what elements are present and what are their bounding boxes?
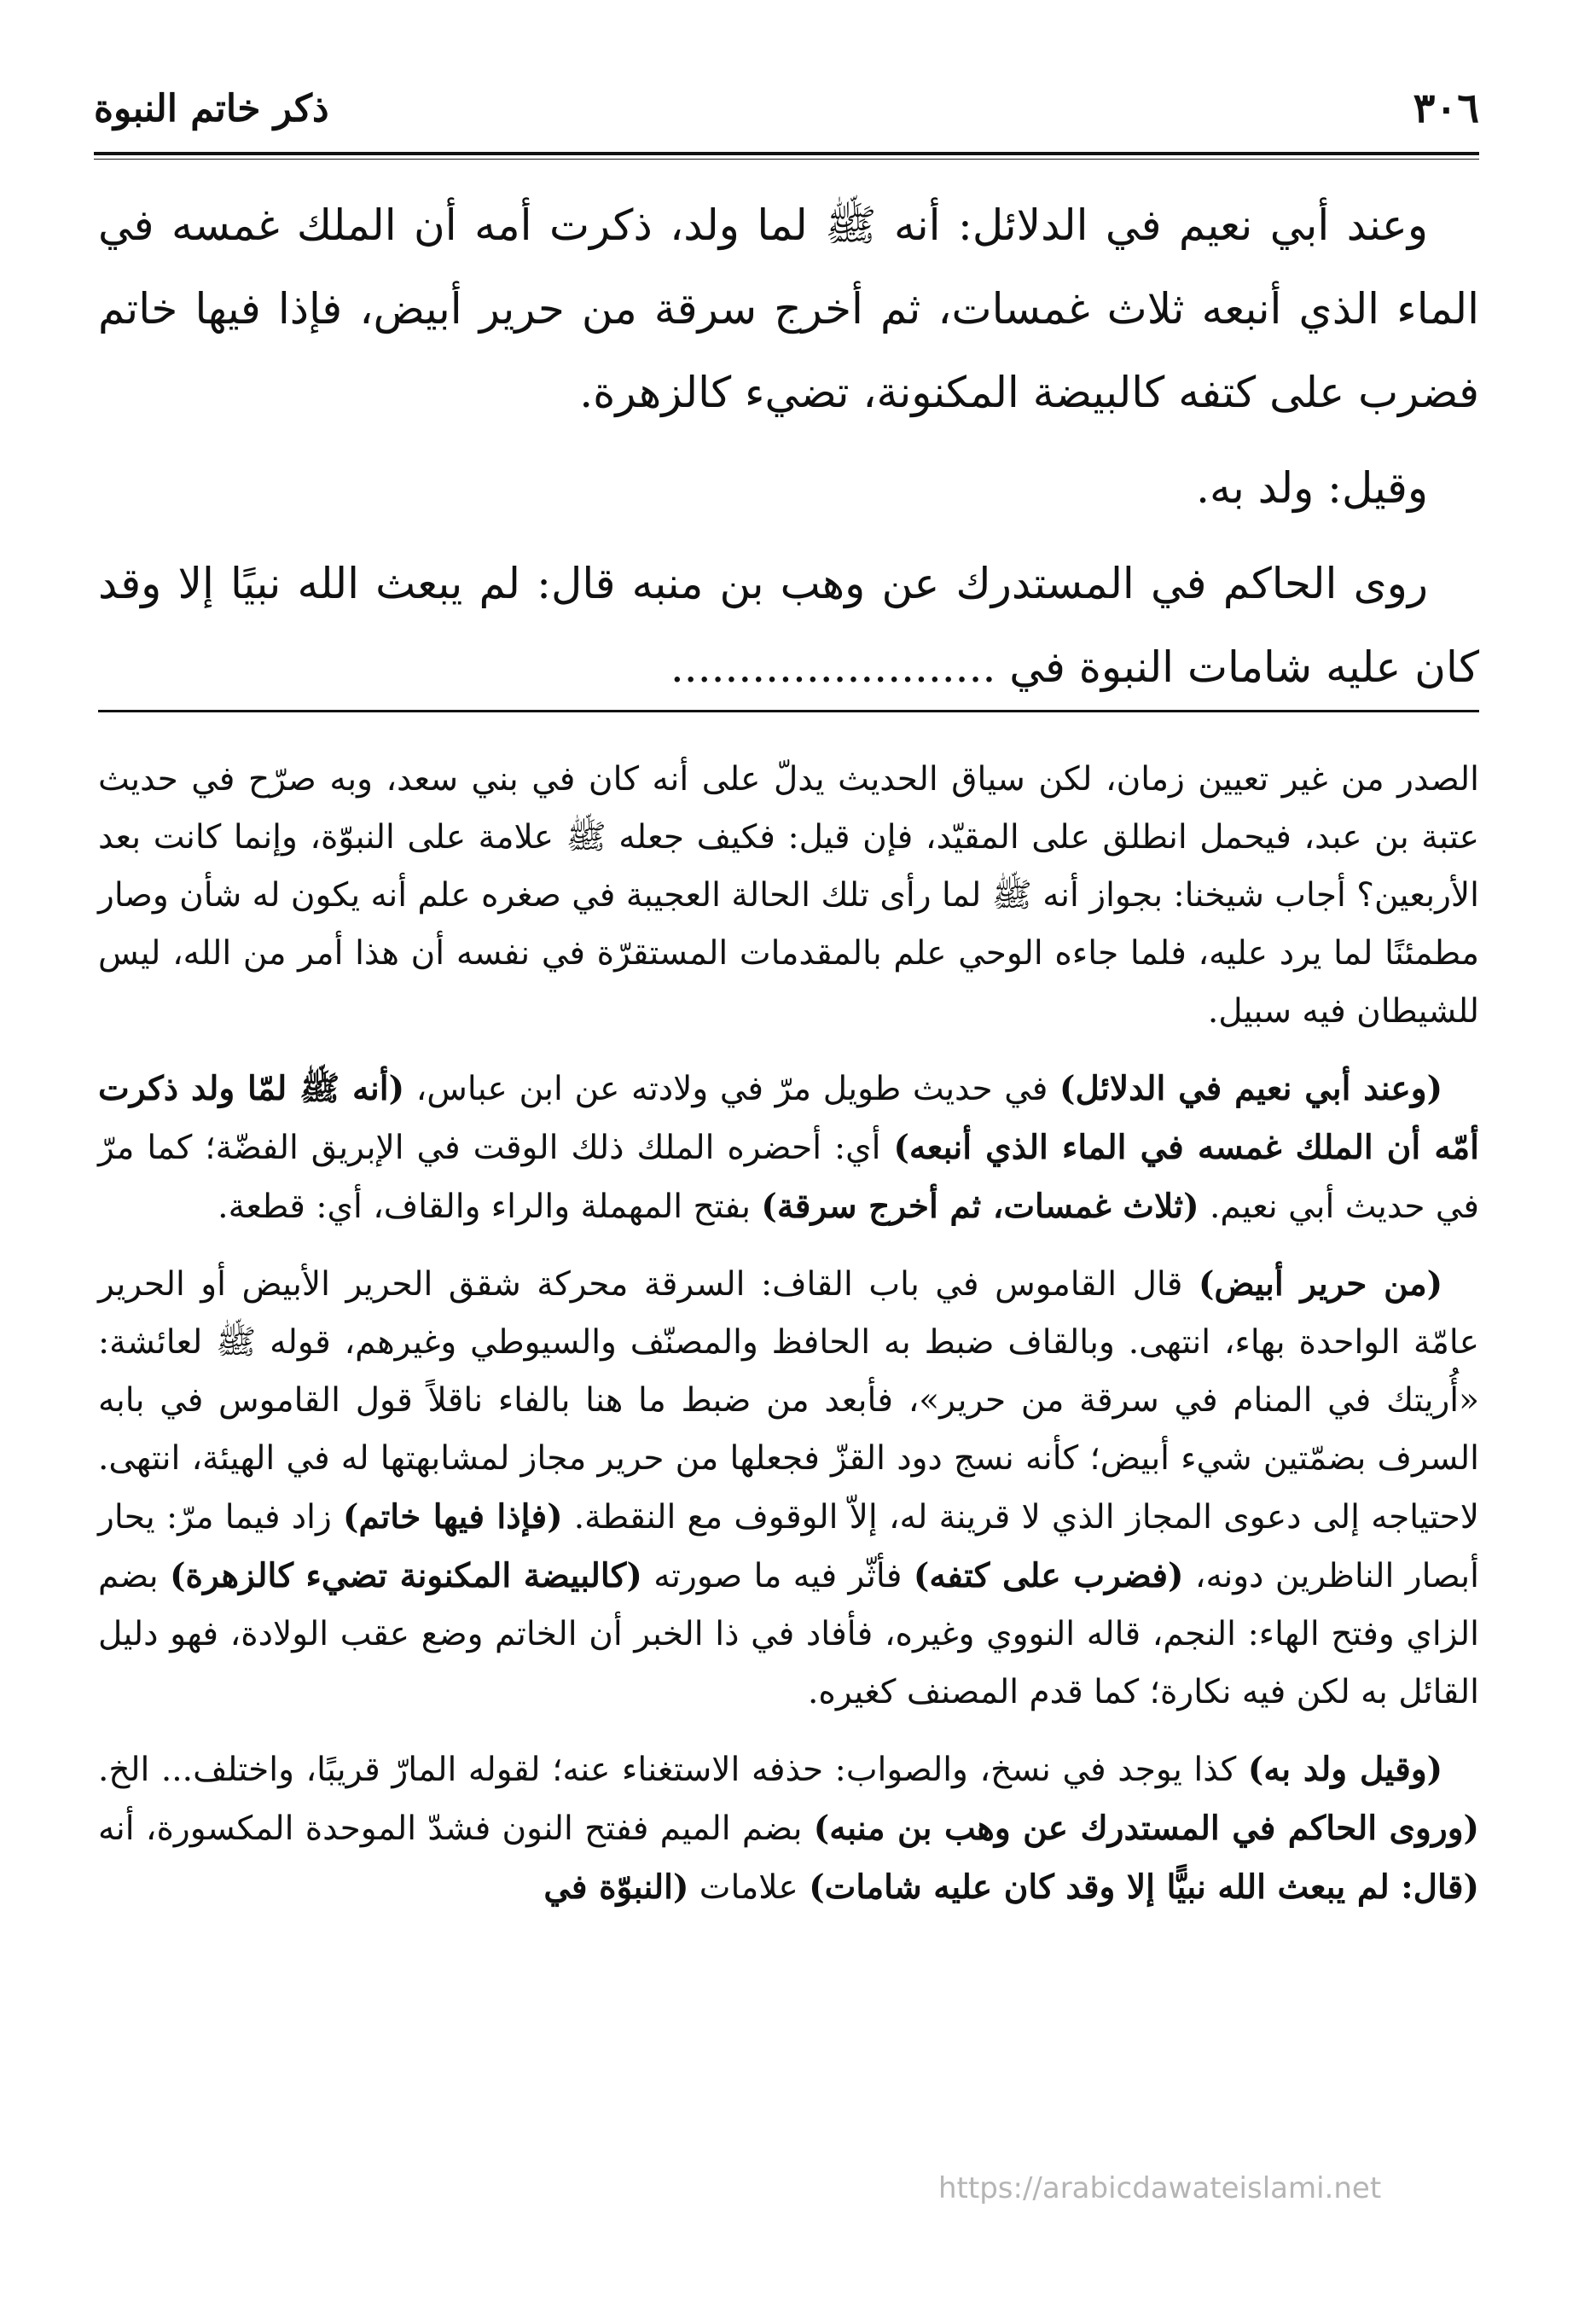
running-header [94,78,1479,138]
continuation-dots: ........................ [670,642,996,692]
commentary-text: قال القاموس في باب القاف: السرقة محركة شقق الحرير الأبيض أو الحرير عامّة الواحدة بهاء، انتهى. وبالقاف ضبط به الحافظ والمصنّف والسيوطي وغيرهم، قوله ﷺ لعائشة: «أُريتك في المنام في سرقة من حرير»، فأبعد من ضبط ما هنا بالفاء ناقلاً قول القاموس في بابه السرف بضمّتين شيء أبيض؛ كأنه نسج دود القزّ فجعلها من حرير مجاز لمشابهتها له في الهيئة، انتهى. لاحتياجه إلى دعوى المجاز الذي لا قرينة له، إلاّ الوقوف مع النقطة. [98,1265,1479,1537]
quoted-phrase: (كالبيضة المكنونة تضيء كالزهرة) [170,1556,642,1595]
main-paragraph-text: روى الحاكم في المستدرك عن وهب بن منبه قال: لم يبعث الله نبيًا إلا وقد كان عليه شامات النبوة في [98,559,1479,692]
commentary-text: بضم الزاي وفتح الهاء: النجم، قاله النووي وغيره، فأفاد في ذا الخبر أن الخاتم وضع عقب الولادة، فهو دليل القائل به لكن فيه نكارة؛ كما قدم المصنف كغيره. [98,1557,1479,1711]
commentary-paragraph [98,1740,1479,1917]
quoted-phrase: (فإذا فيها خاتم) [343,1497,563,1537]
quoted-phrase: (وقيل ولد به) [1247,1750,1443,1789]
commentary-divider [98,710,1479,712]
chapter-title: ذكر خاتم النبوة [94,86,329,131]
quoted-phrase: (قال: لم يبعث الله نبيًّا إلا وقد كان عليه شامات) [809,1868,1479,1907]
commentary-paragraph: الصدر من غير تعيين زمان، لكن سياق الحديث يدلّ على أنه كان في بني سعد، وبه صرّح في حديث عتبة بن عبد، فيحمل انطلق على المقيّد، فإن قيل: فكيف جعله ﷺ علامة على النبوّة، وإنما كانت بعد الأربعين؟ أجاب شيخنا: بجواز أنه ﷺ لما رأى تلك الحالة العجيبة في صغره علم أنه يكون له شأن وصار مطمئنًا لما يرد عليه، فلما جاءه الوحي علم بالمقدمات المستقرّة في نفسه أن هذا أمر من الله، ليس للشيطان فيه سبيل. [98,760,1479,1031]
quoted-phrase: (وروى الحاكم في المستدرك عن وهب بن منبه) [813,1809,1479,1848]
commentary-text: بفتح المهملة والراء والقاف، أي: قطعة. [218,1188,762,1226]
header-divider [94,152,1479,160]
commentary-text: كذا يوجد في نسخ، والصواب: حذفه الاستغناء عنه؛ لقوله المارّ قريبًا، واختلف... الخ. [98,1751,1248,1789]
commentary [98,751,1479,1936]
main-paragraph [98,542,1479,709]
quoted-phrase: (ثلاث غمسات، ثم أخرج سرقة) [761,1187,1199,1226]
commentary-text: أي: أحضره الملك ذلك الوقت في الإبريق الفضّة؛ كما مرّ في حديث أبي نعيم. [98,1129,1479,1226]
main-paragraph: وعند أبي نعيم في الدلائل: أنه ﷺ لما ولد، ذكرت أمه أن الملك غمسه في الماء الذي أنبعه ثلاث غمسات، ثم أخرج سرقة من حرير أبيض، فإذا فيها خاتم فضرب على كتفه كالبيضة المكنونة، تضيء كالزهرة. [98,200,1479,417]
main-paragraph: وقيل: ولد به. [1196,463,1428,513]
watermark-url: https://arabicdawateislami.net [938,2171,1382,2205]
quoted-phrase: (من حرير أبيض) [1198,1264,1443,1304]
commentary-text: في حديث طويل مرّ في ولادته عن ابن عباس، [404,1070,1060,1108]
commentary-paragraph [98,1060,1479,1236]
page-number: ٣٠٦ [1413,84,1479,132]
quoted-phrase: (فضرب على كتفه) [913,1556,1184,1595]
commentary-paragraph [98,1255,1479,1722]
commentary-text: بضم الميم ففتح النون فشدّ الموحدة المكسورة، أنه [98,1810,814,1848]
quoted-phrase: (وعند أبي نعيم في الدلائل) [1059,1069,1443,1108]
commentary-text: فأثّر فيه ما صورته [641,1557,914,1595]
commentary-text: زاد فيما مرّ: يحار أبصار الناظرين دونه، [98,1498,1479,1595]
main-text [98,183,1479,721]
quoted-phrase: (النبوّة في [543,1868,689,1907]
commentary-text: علامات [688,1868,810,1907]
quoted-phrase: (أنه ﷺ لمّا ولد ذكرت أمّه أن الملك غمسه في الماء الذي أنبعه) [98,1069,1479,1167]
